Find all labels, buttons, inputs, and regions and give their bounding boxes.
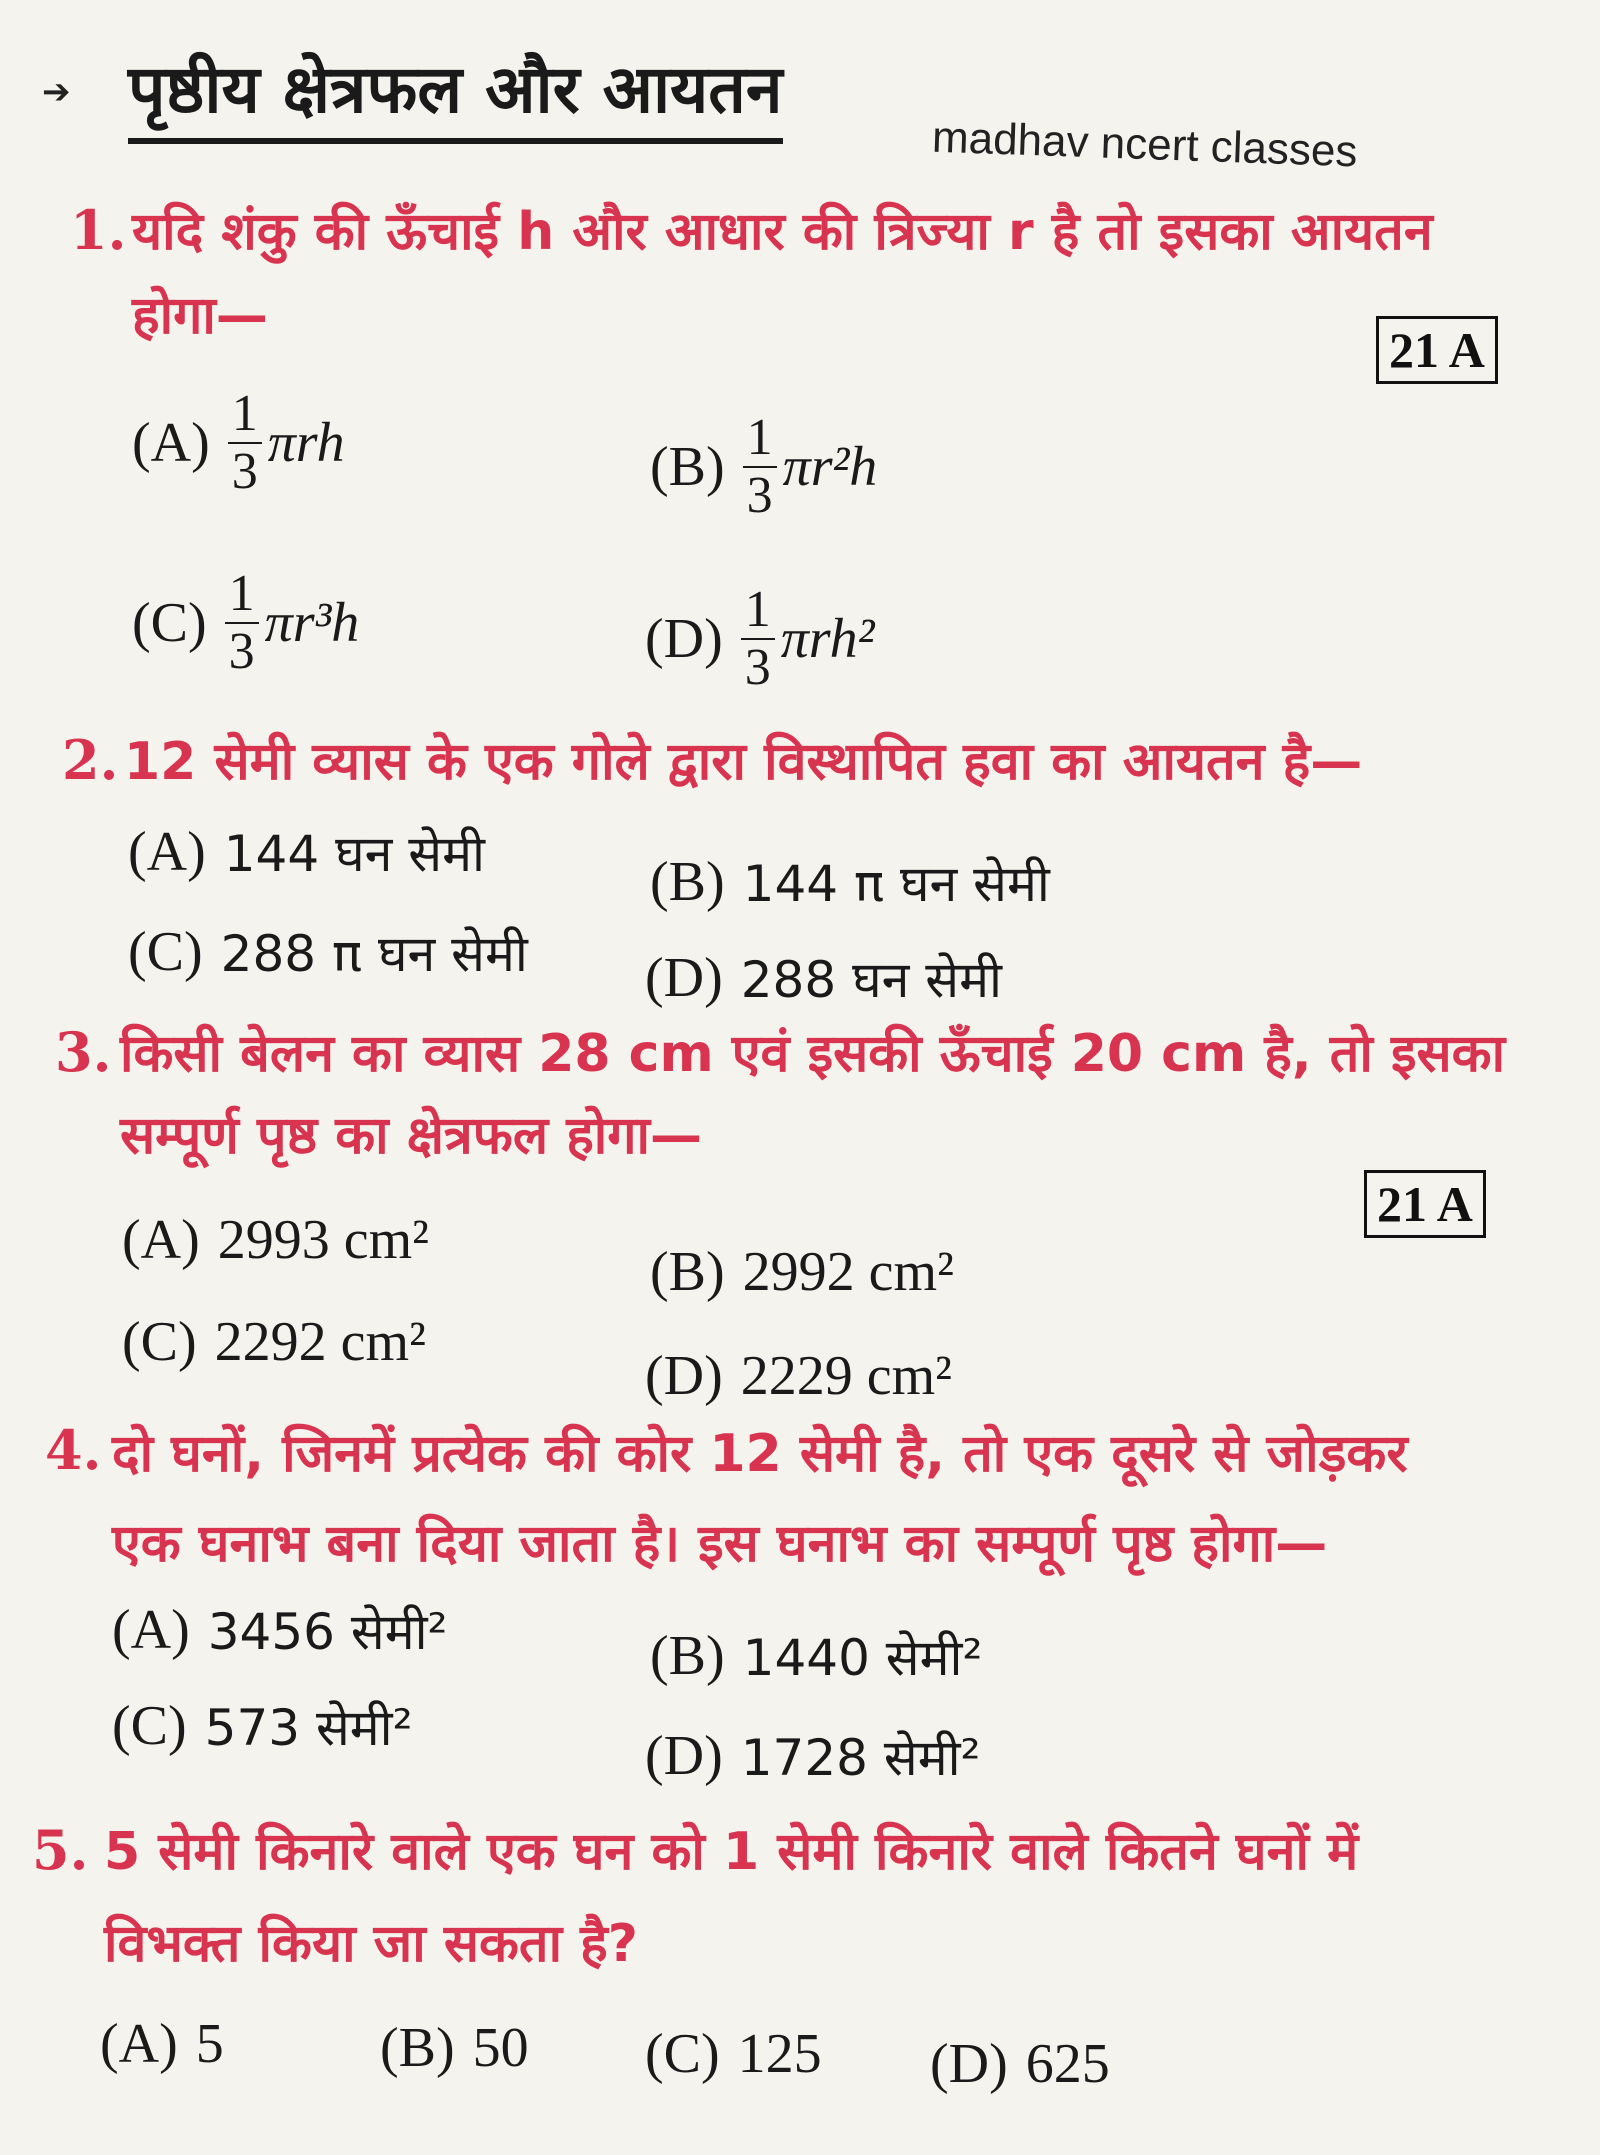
question-text-line1: यदि शंकु की ऊँचाई h और आधार की त्रिज्या r है तो इसका आयतन — [132, 202, 1433, 262]
option-expression: πr²h — [782, 436, 878, 498]
option-b — [650, 1240, 954, 1304]
option-label: (C) — [128, 921, 203, 983]
option-label: (D) — [930, 2033, 1008, 2095]
option-d — [645, 944, 1002, 1012]
option-label: (A) — [132, 412, 210, 474]
option-value: 2993 cm² — [217, 1209, 429, 1271]
option-value: 1728 सेमी² — [740, 1729, 981, 1787]
option-label: (B) — [650, 1625, 725, 1687]
fraction: $\frac{1}{3}$ — [225, 566, 259, 680]
question-text-line1: 12 सेमी व्यास के एक गोले द्वारा विस्थापित हवा का आयतन है— — [124, 732, 1363, 792]
option-label: (C) — [132, 592, 207, 654]
option-label: (A) — [100, 2013, 178, 2075]
question-text-line2: होगा— — [132, 286, 268, 346]
option-value: 288 π घन सेमी — [220, 925, 528, 983]
option-label: (D) — [645, 608, 723, 670]
option-a — [128, 818, 485, 886]
option-d — [645, 1344, 952, 1408]
option-label: (B) — [650, 436, 725, 498]
option-label: (A) — [112, 1599, 190, 1661]
option-value: 288 घन सेमी — [740, 951, 1002, 1009]
option-label: (D) — [645, 1345, 723, 1407]
option-c — [112, 1692, 413, 1760]
option-label: (B) — [380, 2017, 455, 2079]
option-value: 50 — [472, 2017, 529, 2079]
option-value: 1440 सेमी² — [742, 1629, 983, 1687]
option-a — [132, 386, 345, 500]
exam-year-tag: 21 A — [1364, 1170, 1486, 1238]
question-number: 5. — [32, 1818, 89, 1882]
option-d — [645, 1722, 981, 1790]
option-value: 144 घन सेमी — [223, 825, 485, 883]
option-value: 125 — [737, 2023, 822, 2085]
option-value: 573 सेमी² — [204, 1699, 413, 1757]
option-value: 144 π घन सेमी — [742, 855, 1050, 913]
watermark-text: madhav ncert classes — [931, 112, 1359, 177]
option-value: 5 — [195, 2013, 224, 2075]
option-a — [122, 1208, 429, 1272]
option-label: (B) — [650, 1241, 725, 1303]
option-value: 3456 सेमी² — [207, 1603, 448, 1661]
option-label: (B) — [650, 851, 725, 913]
option-label: (D) — [645, 1725, 723, 1787]
option-expression: πrh² — [780, 608, 875, 670]
option-d — [930, 2032, 1110, 2096]
question-text-line1: 5 सेमी किनारे वाले एक घन को 1 सेमी किनारे वाले कितने घनों में — [104, 1822, 1359, 1882]
option-value: 2229 cm² — [740, 1345, 952, 1407]
option-a — [100, 2012, 224, 2076]
question-number: 4. — [45, 1418, 102, 1482]
exam-year-tag: 21 A — [1376, 316, 1498, 384]
question-text-line2: एक घनाभ बना दिया जाता है। इस घनाभ का सम्पूर्ण पृष्ठ होगा— — [112, 1514, 1328, 1574]
arrow-bullet-icon: ➔ — [42, 72, 71, 112]
option-b — [650, 848, 1050, 916]
question-text-line1: किसी बेलन का व्यास 28 cm एवं इसकी ऊँचाई 20 cm है, तो इसका — [120, 1024, 1506, 1084]
question-text-line2: विभक्त किया जा सकता है? — [104, 1914, 638, 1974]
option-label: (A) — [122, 1209, 200, 1271]
question-number: 1. — [70, 198, 127, 262]
question-text-line1: दो घनों, जिनमें प्रत्येक की कोर 12 सेमी है, तो एक दूसरे से जोड़कर — [112, 1424, 1408, 1484]
option-c — [122, 1310, 426, 1374]
question-number: 3. — [55, 1020, 112, 1084]
fraction: $\frac{1}{3}$ — [741, 582, 775, 696]
option-c — [132, 566, 359, 680]
fraction: $\frac{1}{3}$ — [743, 410, 777, 524]
option-value: 2992 cm² — [742, 1241, 954, 1303]
option-label: (A) — [128, 821, 206, 883]
option-label: (C) — [122, 1311, 197, 1373]
option-expression: πr³h — [264, 592, 360, 654]
option-label: (C) — [645, 2023, 720, 2085]
option-b — [380, 2016, 529, 2080]
fraction: $\frac{1}{3}$ — [228, 386, 262, 500]
option-value: 2292 cm² — [214, 1311, 426, 1373]
option-a — [112, 1596, 448, 1664]
option-d — [645, 582, 874, 696]
option-c — [128, 918, 528, 986]
option-label: (C) — [112, 1695, 187, 1757]
option-b — [650, 1622, 983, 1690]
question-text-line2: सम्पूर्ण पृष्ठ का क्षेत्रफल होगा— — [120, 1106, 703, 1166]
option-expression: πrh — [267, 412, 345, 474]
question-number: 2. — [62, 728, 119, 792]
option-c — [645, 2022, 822, 2086]
option-label: (D) — [645, 947, 723, 1009]
page-title: पृष्ठीय क्षेत्रफल और आयतन — [128, 42, 783, 144]
option-b — [650, 410, 877, 524]
option-value: 625 — [1025, 2033, 1110, 2095]
